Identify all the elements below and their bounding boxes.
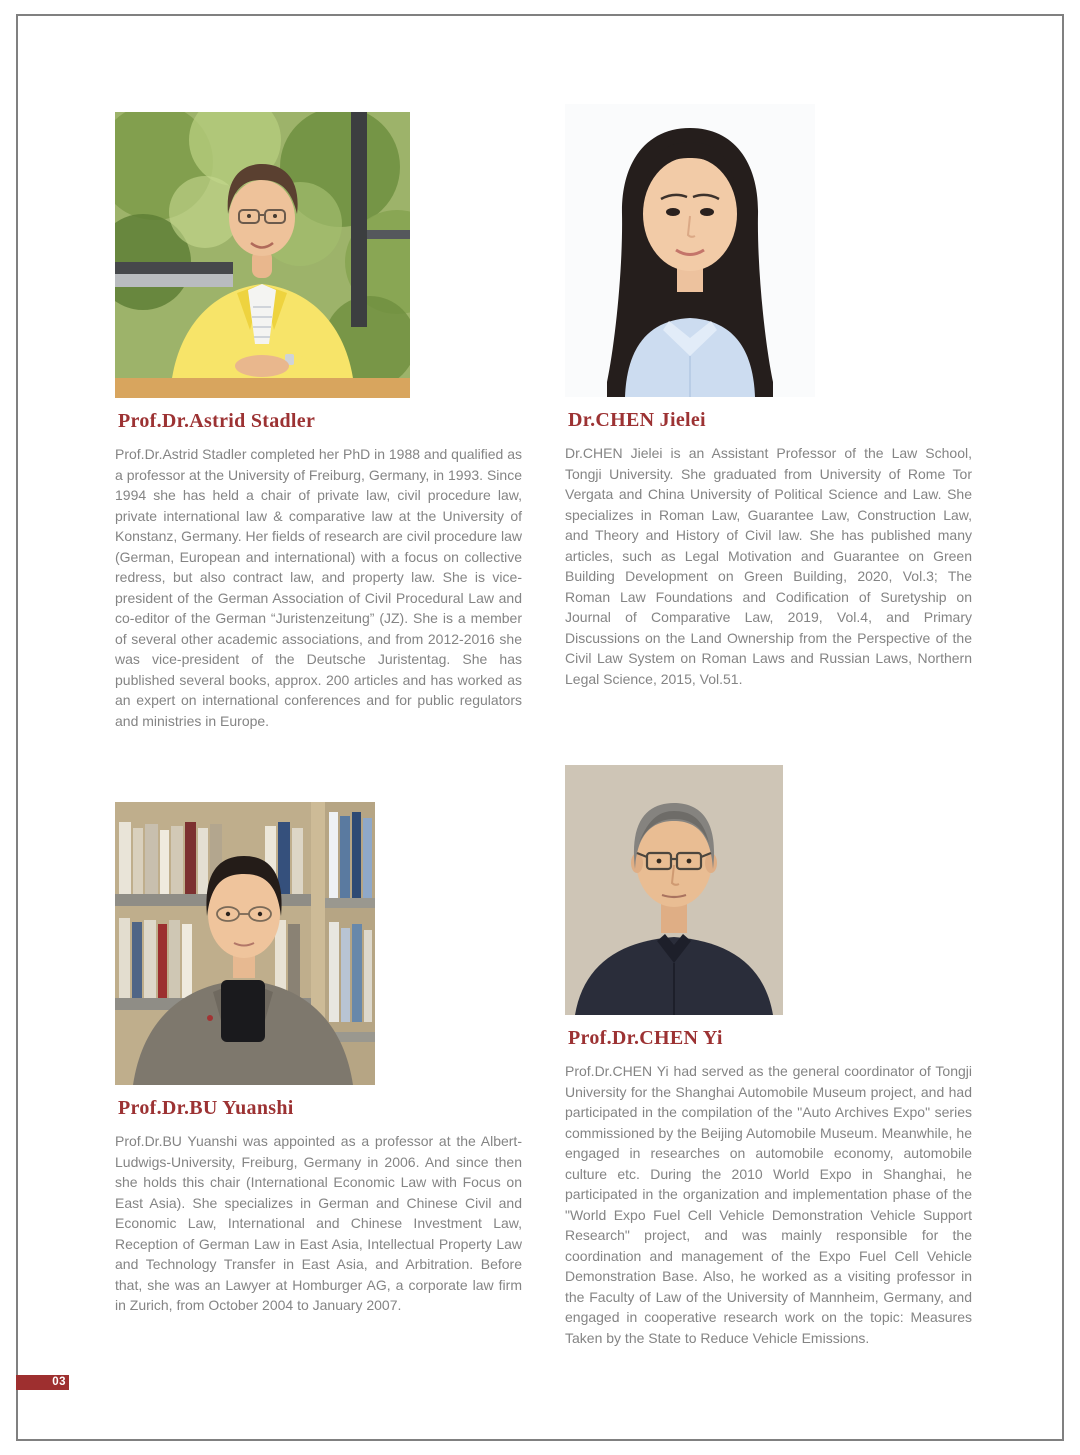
profile-bio: Prof.Dr.Astrid Stadler completed her PhD in 1988 and qualified as a professor at the University of Freiburg, Germany, in 1993. Since 1994 she has held a chair of private law, civil procedure law, private international law & comparative law at the University of Konstanz, Germany. Her fields of research are civil procedure law (German, European and international) with a focus on collective redress, but also contract law, and property law. She is vice-president of the German Association of Civil Procedural Law and co-editor of the German “Juristenzeitung” (JZ). She is a member of several other academic associations, and from 2012-2016 she was vice-president of the Deutsche Juristentag. She has published several books, approx. 200 articles and has worked as an expert on international conferences and for public regulators and ministries in Europe. [115, 446, 523, 729]
profile-name: Prof.Dr.CHEN Yi [568, 1027, 723, 1049]
profile-card-chen-jielei [565, 104, 972, 689]
page-number-badge [16, 1375, 69, 1390]
portrait-bu-yuanshi-illustration [115, 802, 375, 1085]
profile-name: Dr.CHEN Jielei [568, 409, 706, 431]
page-number: 03 [52, 1376, 66, 1388]
profile-name: Prof.Dr.BU Yuanshi [118, 1097, 294, 1119]
profile-bio: Dr.CHEN Jielei is an Assistant Professor of the Law School, Tongji University. She graduated from University of Rome Tor Vergata and China University of Political Science and Law. She specializes in Roman Law, Guarantee Law, Construction Law, and Theory and History of Civil law. She has published many articles, such as Legal Motivation and Guarantee on Green Building Development on Green Building, 2020, Vol.3; The Roman Law Foundations and Codification of Suretyship on Journal of Comparative Law, 2019, Vol.4, and Primary Discussions on the Land Ownership from the Perspective of the Civil Law System on Roman Laws and Russian Laws, Northern Legal Science, 2015, Vol.51. [565, 445, 972, 687]
portrait-chen-yi-photo [565, 765, 972, 1015]
profile-bio: Prof.Dr.CHEN Yi had served as the general coordinator of Tongji University for the Shanghai Automobile Museum project, and had participated in the compilation of the "Auto Archives Expo" series commissioned by the Beijing Automobile Museum. Meanwhile, he engaged in researches on automobile economy, automobile culture etc. During the 2010 World Expo in Shanghai, he participated in the organization and implementation phase of the "World Expo Fuel Cell Vehicle Demonstration Vehicle Support Research" project, and was mainly responsible for the coordination and management of the Expo Fuel Cell Vehicle Demonstration Base. Also, he worked as a visiting professor in the Faculty of Law of the University of Mannheim, Germany, and engaged in cooperative research work on the topic: Measures Taken by the State to Reduce Vehicle Emissions. [565, 1063, 972, 1346]
profile-card-astrid-stadler [115, 112, 522, 731]
portrait-astrid-stadler-photo [115, 112, 522, 398]
profile-card-bu-yuanshi [115, 802, 522, 1316]
portrait-chen-jielei-illustration [565, 104, 815, 397]
profile-name: Prof.Dr.Astrid Stadler [118, 410, 316, 432]
portrait-astrid-stadler-illustration [115, 112, 410, 398]
portrait-bu-yuanshi-photo [115, 802, 522, 1085]
portrait-chen-jielei-photo [565, 104, 972, 397]
profile-bio: Prof.Dr.BU Yuanshi was appointed as a professor at the Albert-Ludwigs-University, Freiburg, Germany in 2006. And since then she holds this chair (International Economic Law with Focus on East Asia). She specializes in German and Chinese Civil and Economic Law, International and Chinese Investment Law, Reception of German Law in East Asia, Intellectual Property Law and Technology Transfer in East Asia, and Arbitration. Before that, she was an Lawyer at Homburger AG, a corporate law firm in Zurich, from October 2004 to January 2007. [115, 1133, 522, 1313]
portrait-chen-yi-illustration [565, 765, 783, 1015]
profile-card-chen-yi [565, 765, 972, 1348]
